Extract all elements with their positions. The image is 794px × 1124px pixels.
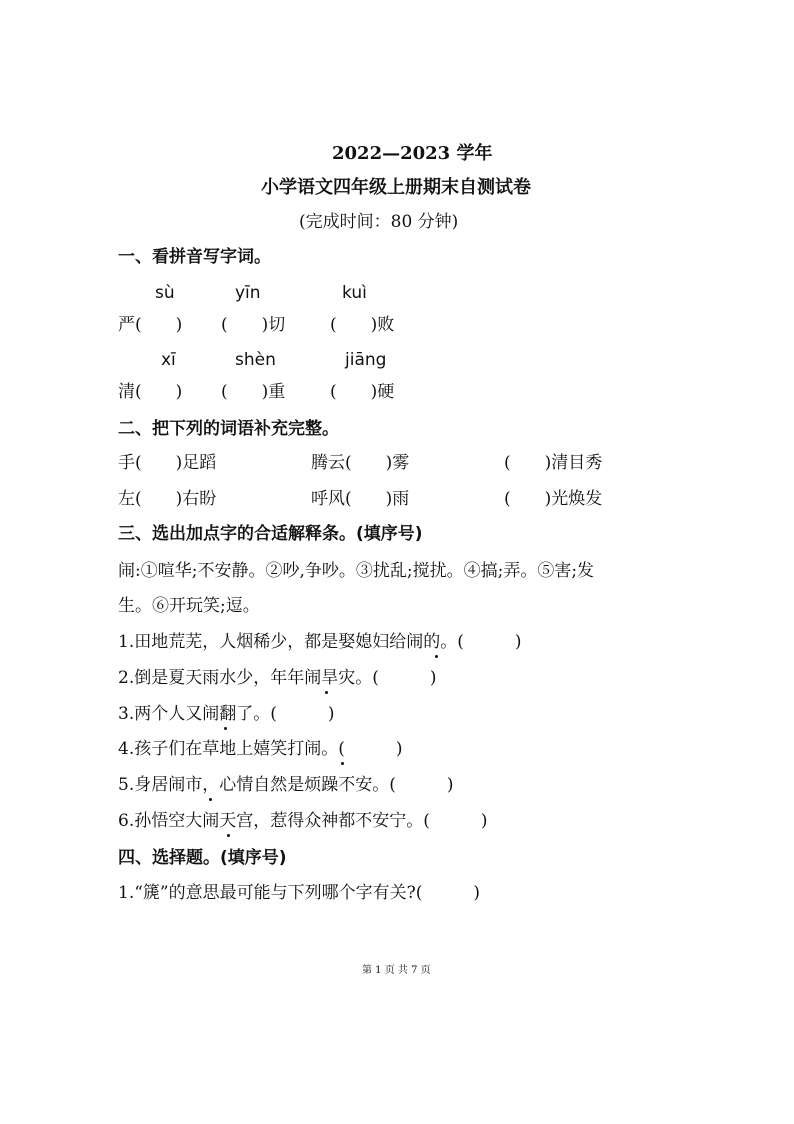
emphasis-dot: [325, 691, 328, 694]
fill-item: ( )败: [330, 315, 395, 335]
exam-year: 2022—2023 学年: [332, 143, 493, 164]
pinyin: shèn: [235, 350, 276, 370]
question-item: 5.身居闹市，心情自然是烦躁不安。( ): [118, 775, 454, 795]
pinyin: xī: [161, 350, 176, 370]
definition-line: 生。⑥开玩笑;逗。: [118, 596, 260, 616]
idiom-item: ( )清目秀: [504, 453, 603, 473]
pinyin: kuì: [342, 283, 367, 303]
idiom-item: 呼风( )雨: [311, 489, 410, 509]
section4-heading: 四、选择题。(填序号): [118, 848, 287, 868]
question-item: 1.“篪”的意思最可能与下列哪个字有关?( ): [118, 883, 480, 903]
question-item: 6.孙悟空大闹天宫，惹得众神都不安宁。( ): [118, 811, 488, 831]
fill-item: 清( ): [118, 382, 183, 402]
time-note: (完成时间：80 分钟): [299, 212, 459, 232]
pinyin: yīn: [235, 283, 261, 303]
idiom-item: 手( )足蹈: [118, 453, 217, 473]
fill-item: 严( ): [118, 315, 183, 335]
fill-item: ( )硬: [330, 382, 395, 402]
page-number: 第 1 页 共 7 页: [362, 965, 431, 976]
idiom-item: 腾云( )雾: [311, 453, 410, 473]
emphasis-dot: [227, 834, 230, 837]
section2-heading: 二、把下列的词语补充完整。: [118, 419, 339, 439]
emphasis-dot: [435, 655, 438, 658]
idiom-item: ( )光焕发: [504, 489, 603, 509]
pinyin: jiāng: [345, 350, 387, 370]
question-item: 4.孩子们在草地上嬉笑打闹。( ): [118, 739, 403, 759]
fill-item: ( )重: [221, 382, 286, 402]
question-item: 3.两个人又闹翻了。( ): [118, 704, 335, 724]
definition-line: 闹:①喧华;不安静。②吵,争吵。③扰乱;搅扰。④搞;弄。⑤害;发: [118, 561, 595, 581]
fill-item: ( )切: [221, 315, 286, 335]
section1-heading: 一、看拼音写字词。: [118, 247, 271, 267]
pinyin: sù: [155, 283, 175, 303]
question-item: 2.倒是夏天雨水少，年年闹旱灾。( ): [118, 668, 437, 688]
emphasis-dot: [224, 727, 227, 730]
emphasis-dot: [209, 798, 212, 801]
section3-heading: 三、选出加点字的合适解释条。(填序号): [118, 524, 423, 544]
question-item: 1.田地荒芜，人烟稀少，都是娶媳妇给闹的。( ): [118, 632, 522, 652]
emphasis-dot: [341, 762, 344, 765]
idiom-item: 左( )右盼: [118, 489, 217, 509]
exam-title: 小学语文四年级上册期末自测试卷: [261, 177, 531, 198]
